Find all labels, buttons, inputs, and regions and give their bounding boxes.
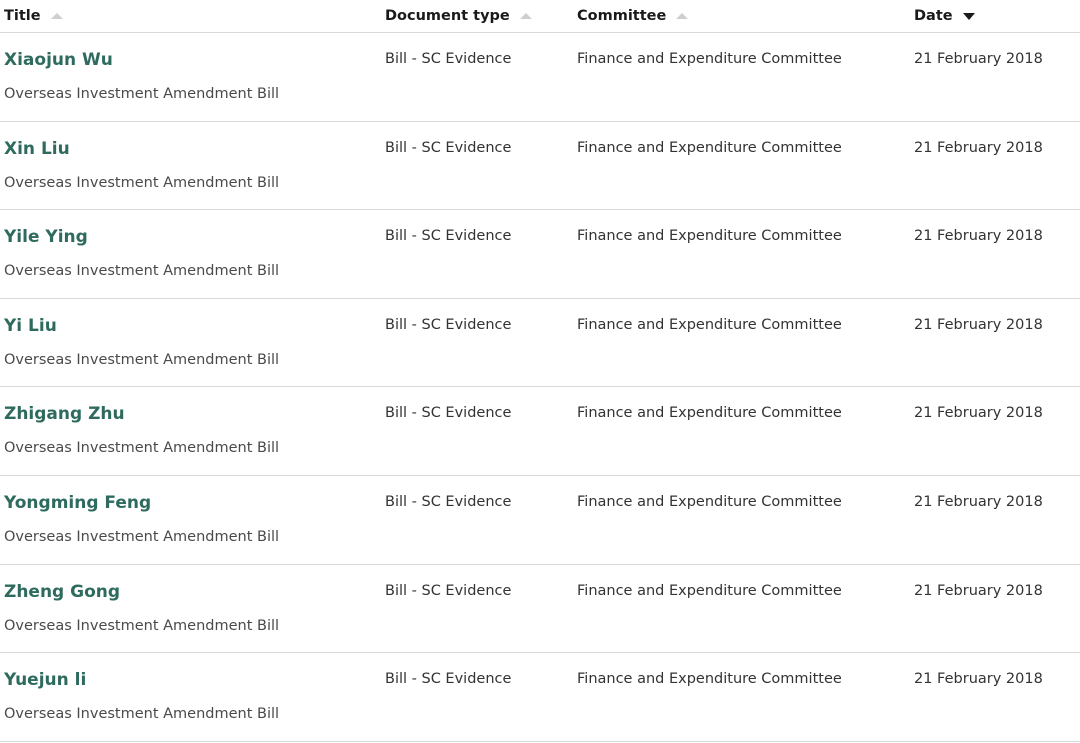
bill-name: Overseas Investment Amendment Bill (4, 263, 280, 280)
date-cell: 21 February 2018 (914, 582, 1043, 599)
date-cell: 21 February 2018 (914, 405, 1043, 422)
sort-ascending-icon (676, 13, 688, 19)
table-row (0, 299, 1080, 388)
committee-cell: Finance and Expenditure Committee (577, 671, 842, 688)
document-type-cell: Bill - SC Evidence (385, 493, 512, 510)
committee-cell: Finance and Expenditure Committee (577, 51, 842, 67)
document-type-cell: Bill - SC Evidence (385, 316, 512, 333)
column-header-committee-label: Committee (577, 8, 667, 24)
sort-ascending-icon (520, 13, 532, 19)
committee-cell: Finance and Expenditure Committee (577, 139, 842, 156)
date-cell: 21 February 2018 (914, 671, 1043, 688)
column-header-document-type-label: Document type (385, 8, 510, 24)
committee-cell: Finance and Expenditure Committee (577, 405, 842, 422)
committee-cell: Finance and Expenditure Committee (577, 228, 842, 245)
committee-cell: Finance and Expenditure Committee (577, 493, 842, 510)
bill-name: Overseas Investment Amendment Bill (4, 174, 280, 191)
date-cell: 21 February 2018 (914, 139, 1043, 156)
bill-name: Overseas Investment Amendment Bill (4, 617, 280, 634)
bill-name: Overseas Investment Amendment Bill (4, 440, 280, 457)
table-body (0, 33, 1080, 742)
column-header-document-type[interactable] (385, 8, 532, 24)
table-header (0, 0, 1080, 33)
submission-title-link[interactable]: Yi Liu (4, 315, 57, 336)
committee-cell: Finance and Expenditure Committee (577, 582, 842, 599)
bill-name: Overseas Investment Amendment Bill (4, 86, 280, 102)
document-type-cell: Bill - SC Evidence (385, 582, 512, 599)
bill-name: Overseas Investment Amendment Bill (4, 528, 280, 545)
submission-title-link[interactable]: Yuejun li (4, 670, 87, 691)
submission-title-link[interactable]: Yongming Feng (4, 492, 152, 513)
document-type-cell: Bill - SC Evidence (385, 228, 512, 245)
date-cell: 21 February 2018 (914, 493, 1043, 510)
column-header-date-label: Date (914, 8, 953, 24)
document-type-cell: Bill - SC Evidence (385, 405, 512, 422)
submission-title-link[interactable]: Xin Liu (4, 138, 70, 159)
table-row (0, 653, 1080, 742)
bill-name: Overseas Investment Amendment Bill (4, 706, 280, 723)
sort-ascending-icon (51, 13, 63, 19)
table-row (0, 387, 1080, 476)
table-row (0, 565, 1080, 654)
column-header-title[interactable] (4, 8, 63, 24)
column-header-date[interactable] (914, 8, 975, 24)
date-cell: 21 February 2018 (914, 228, 1043, 245)
table-row (0, 122, 1080, 211)
column-header-title-label: Title (4, 8, 41, 24)
table-row (0, 476, 1080, 565)
submission-title-link[interactable]: Yile Ying (4, 227, 88, 248)
document-type-cell: Bill - SC Evidence (385, 671, 512, 688)
document-type-cell: Bill - SC Evidence (385, 139, 512, 156)
submission-title-link[interactable]: Zheng Gong (4, 581, 121, 602)
table-row (0, 33, 1080, 122)
date-cell: 21 February 2018 (914, 316, 1043, 333)
document-type-cell: Bill - SC Evidence (385, 51, 512, 67)
committee-cell: Finance and Expenditure Committee (577, 316, 842, 333)
date-cell: 21 February 2018 (914, 51, 1043, 67)
submission-title-link[interactable]: Zhigang Zhu (4, 404, 125, 425)
bill-name: Overseas Investment Amendment Bill (4, 351, 280, 368)
sort-descending-icon (963, 13, 975, 20)
submission-title-link[interactable]: Xiaojun Wu (4, 50, 113, 70)
table-row (0, 210, 1080, 299)
column-header-committee[interactable] (577, 8, 688, 24)
